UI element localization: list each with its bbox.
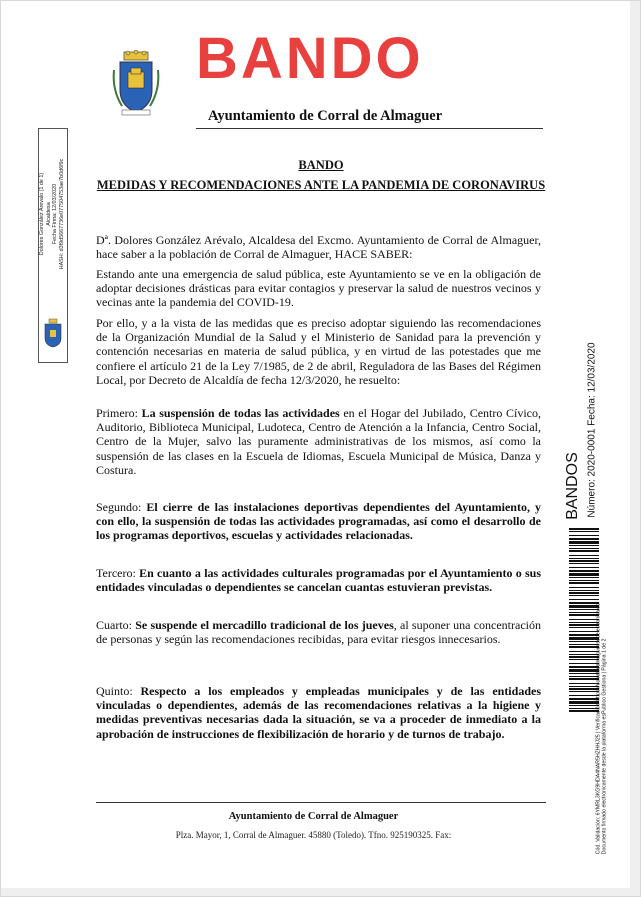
measure-quinto bbox=[96, 684, 541, 741]
validation-platform-line: Documento firmado electrónicamente desde la plataforma esPublico Gestiona | Página 1 de 2 bbox=[602, 638, 608, 855]
subject-heading: BANDO bbox=[298, 158, 344, 172]
measure-segundo bbox=[96, 500, 541, 543]
measure-cuarto bbox=[96, 618, 541, 646]
municipal-crest-icon bbox=[110, 50, 162, 118]
council-heading: Ayuntamiento de Corral de Almaguer bbox=[208, 108, 443, 124]
signature-hash: HASH: d3f9d5667736e077504753ae7b0d6f9c bbox=[58, 158, 65, 270]
measure-primero-bold: La suspensión de todas las actividades bbox=[141, 406, 340, 420]
measure-quinto-label: Quinto: bbox=[96, 684, 141, 698]
registry-category: BANDOS bbox=[564, 452, 581, 520]
validation-code-line: Cód. Validación: 6YMRL3KG9HDA4NAR5HZHHJ25 | Verificación: https://corraldealmaguer.sedelectronica.es/ bbox=[595, 601, 602, 855]
signature-signer: Dolores González Arevalo (1 de 1) bbox=[38, 172, 45, 256]
emergency-paragraph: Estando ante una emergencia de salud pública, este Ayuntamiento se ve en la obligación de adoptar decisiones drásticas para evitar contagios y preservar la salud de nuestros vecinos y vecinas ante la pandemia del COVID-19. bbox=[96, 267, 541, 310]
measure-primero bbox=[96, 406, 541, 477]
document-title: BANDO bbox=[196, 26, 424, 91]
measure-cuarto-bold: Se suspende el mercadillo tradicional de los jueves bbox=[135, 618, 394, 632]
measure-tercero bbox=[96, 566, 541, 594]
measure-primero-label: Primero: bbox=[96, 406, 142, 420]
signature-stamp-text bbox=[39, 126, 65, 302]
validation-barcode-icon bbox=[569, 528, 599, 712]
subject-title: MEDIDAS Y RECOMENDACIONES ANTE LA PANDEMIA DE CORONAVIRUS bbox=[96, 178, 546, 192]
measure-tercero-bold: En cuanto a las actividades culturales programadas por el Ayuntamiento o sus entidades vinculadas o dependientes se cancelan cuantas estuvieran previstas. bbox=[96, 566, 541, 595]
signature-seal-icon bbox=[42, 318, 64, 348]
footer-divider bbox=[96, 802, 546, 803]
registry-number-date: Número: 2020-0001 Fecha: 12/03/2020 bbox=[586, 342, 598, 518]
measure-segundo-label: Segundo: bbox=[96, 500, 147, 514]
intro-paragraph: Dª. Dolores González Arévalo, Alcaldesa del Excmo. Ayuntamiento de Corral de Almaguer, hace saber a la población de Corral de Almaguer, HACE SABER: bbox=[96, 233, 541, 262]
legal-basis-paragraph: Por ello, y a la vista de las medidas que es preciso adoptar siguiendo las recomendaciones de la Organización Mundial de la Salud y el Ministerio de Sanidad para la prevención y contención necesarias en materia de salud pública, y en virtud de las potestades que me confiere el artículo 21 de la Ley 7/1985, de 2 de abril, Reguladora de las Bases del Régimen Local, por Decreto de Alcaldía de fecha 12/3/2020, he resuelto: bbox=[96, 316, 541, 387]
signature-date: Fecha Firma: 12/03/2020 bbox=[52, 183, 58, 245]
measure-cuarto-label: Cuarto: bbox=[96, 618, 136, 632]
measure-segundo-bold: El cierre de las instalaciones deportivas dependientes del Ayuntamiento, y con ello, la suspensión de todas las actividades programadas, así como el desarrollo de los programas deportivos, escuelas y actividades relacionadas. bbox=[96, 500, 542, 543]
measure-cuarto-text: , al suponer una concentración de personas y según las recomendaciones recibidas, para evitar riesgos innecesarios. bbox=[96, 618, 542, 647]
signature-role: Alcaldesa bbox=[45, 202, 52, 226]
footer-address: Plza. Mayor, 1, Corral de Almaguer. 45880 (Toledo). Tfno. 925190325. Fax: bbox=[175, 830, 452, 840]
measure-tercero-label: Tercero: bbox=[96, 566, 140, 580]
footer-council-name: Ayuntamiento de Corral de Almaguer bbox=[228, 811, 399, 822]
measure-primero-text: en el Hogar del Jubilado, Centro Cívico, Auditorio, Biblioteca Municipal, Ludoteca, Centro de Atención a la Infancia, Centro Social, Centro de la Mujer, salvo las puramente administrativas de los mismos, así como la suspensión de las clases en la Escuela de Idiomas, Escuela Municipal de Música, Danza y Costura. bbox=[96, 406, 541, 477]
measure-quinto-bold: Respecto a los empleados y empleadas municipales y de las entidades vinculadas o dependientes, además de las recomendaciones relativas a la higiene y medidas preventivas necesarias dada la situación, se va a proceder de inmediato a la aprobación de instrucciones de flexibilización de horario y de turnos de trabajo. bbox=[96, 684, 541, 741]
validation-text bbox=[596, 602, 609, 854]
header-divider bbox=[196, 128, 543, 129]
